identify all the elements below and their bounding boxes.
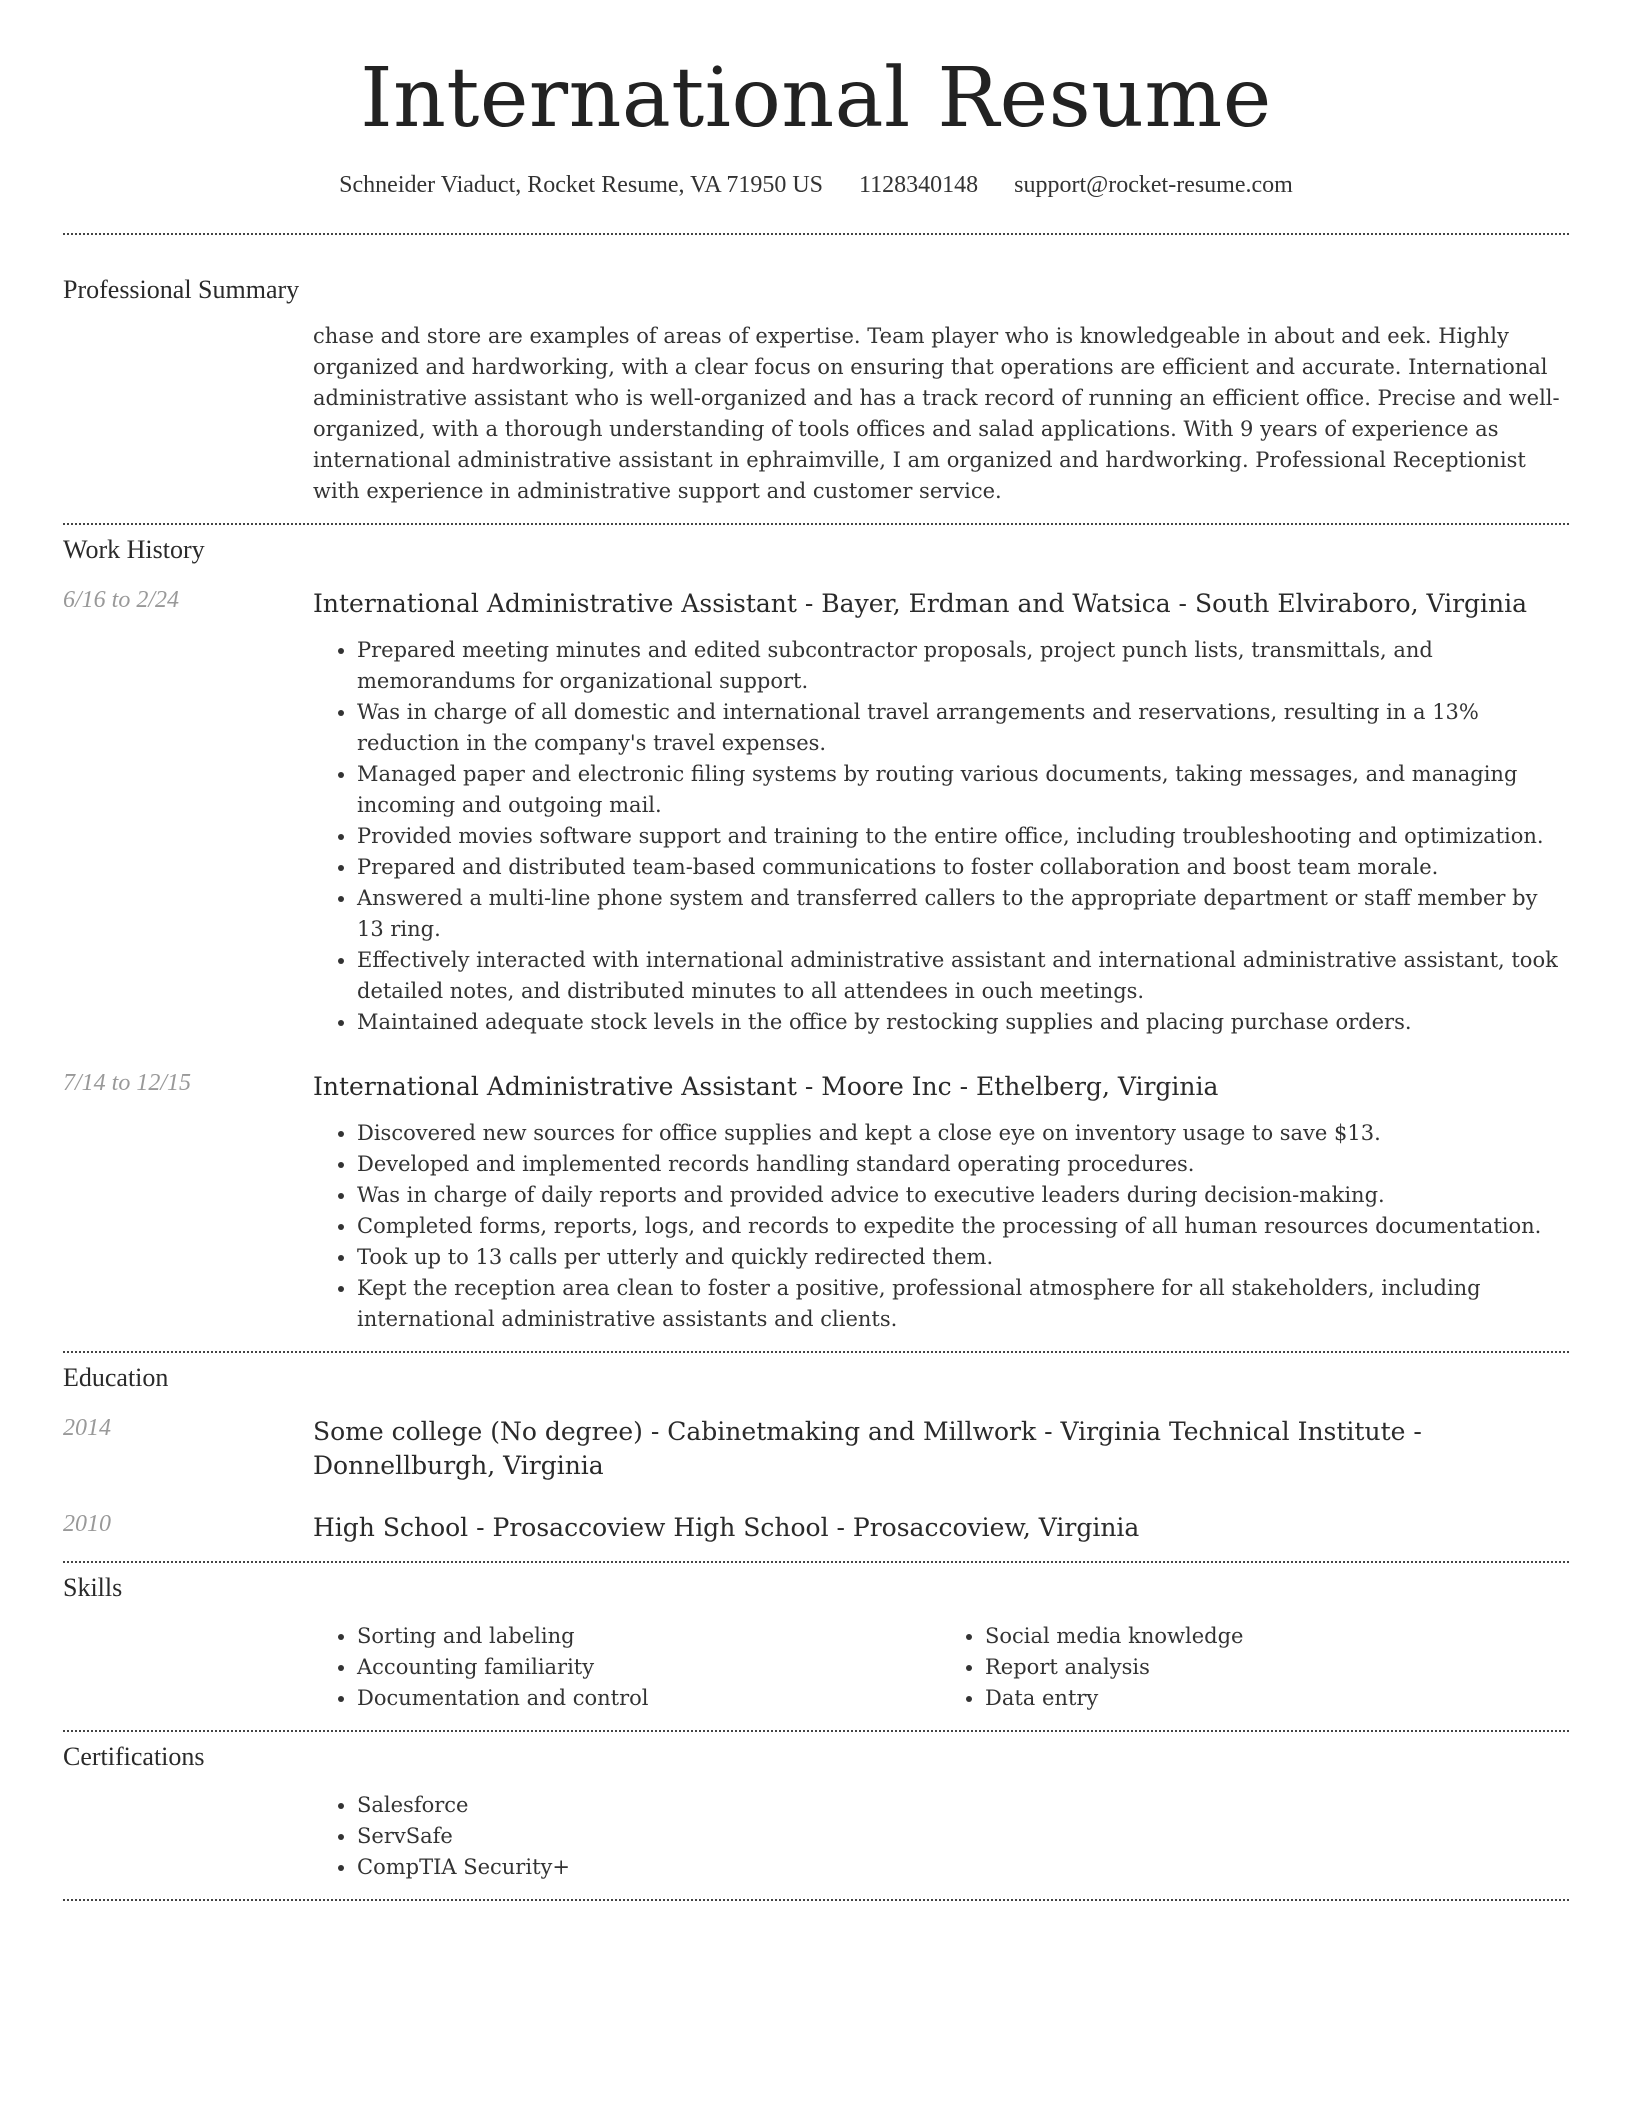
education-year: 2014 (63, 1415, 111, 1442)
education-year: 2010 (63, 1511, 111, 1538)
list-item: • Kept the reception area clean to foster a positive, professional atmosphere for all stakeholders, including international administrative assistants and clients. (357, 1273, 1569, 1335)
list-item: • CompTIA Security+ (357, 1852, 1569, 1883)
skills-section (63, 1563, 1569, 1714)
skills-list-left (313, 1621, 941, 1714)
list-item: • Discovered new sources for office supplies and kept a close eye on inventory usage to save $13. (357, 1118, 1569, 1149)
list-item: • Took up to 13 calls per utterly and quickly redirected them. (357, 1242, 1569, 1273)
contact-address: Schneider Viaduct, Rocket Resume, VA 71950 US (339, 172, 824, 199)
list-item: • Prepared and distributed team-based communications to foster collaboration and boost team morale. (357, 852, 1569, 883)
summary-section (63, 235, 1569, 507)
section-title-certifications: Certifications (63, 1742, 205, 1772)
job-title: International Administrative Assistant - Bayer, Erdman and Watsica - South Elviraboro, Virginia (313, 589, 1528, 619)
list-item: • ServSafe (357, 1821, 1569, 1852)
list-item: • Social media knowledge (985, 1621, 1569, 1652)
list-item: • Report analysis (985, 1652, 1569, 1683)
contact-line (63, 172, 1569, 199)
contact-email: support@rocket-resume.com (1014, 172, 1293, 199)
certifications-list (313, 1790, 1569, 1883)
education-text: Some college (No degree) - Cabinetmaking and Millwork - Virginia Technical Institute - Donnellburgh, Virginia (313, 1417, 1422, 1481)
list-item: • Completed forms, reports, logs, and records to expedite the processing of all human resources documentation. (357, 1211, 1569, 1242)
job-dates: 7/14 to 12/15 (63, 1070, 192, 1097)
list-item: • Prepared meeting minutes and edited subcontractor proposals, project punch lists, transmittals, and memorandums for organizational support. (357, 635, 1569, 697)
list-item: • Answered a multi-line phone system and transferred callers to the appropriate department or staff member by 13 ring. (357, 883, 1569, 945)
education-section (63, 1353, 1569, 1545)
job-bullets (313, 1118, 1569, 1335)
education-text: High School - Prosaccoview High School - Prosaccoview, Virginia (313, 1513, 1140, 1543)
resume-title: International Resume (360, 51, 1272, 146)
section-title-work: Work History (63, 535, 205, 565)
list-item: • Provided movies software support and training to the entire office, including troubleshooting and optimization. (357, 821, 1569, 852)
job-dates: 6/16 to 2/24 (63, 587, 180, 614)
skills-list-right (941, 1621, 1569, 1714)
education-entry (63, 1511, 1569, 1545)
job-title: International Administrative Assistant - Moore Inc - Ethelberg, Virginia (313, 1072, 1219, 1102)
job-bullets (313, 635, 1569, 1038)
list-item: • Maintained adequate stock levels in the office by restocking supplies and placing purchase orders. (357, 1007, 1569, 1038)
list-item: • Was in charge of all domestic and international travel arrangements and reservations, resulting in a 13% reduction in the company's travel expenses. (357, 697, 1569, 759)
list-item: • Managed paper and electronic filing systems by routing various documents, taking messages, and managing incoming and outgoing mail. (357, 759, 1569, 821)
work-section (63, 525, 1569, 1335)
list-item: • Effectively interacted with international administrative assistant and international administrative assistant, took detailed notes, and distributed minutes to all attendees in ouch meetings. (357, 945, 1569, 1007)
job-entry (63, 1070, 1569, 1335)
section-title-skills: Skills (63, 1573, 123, 1603)
divider (63, 1899, 1569, 1901)
list-item: • Data entry (985, 1683, 1569, 1714)
summary-text: chase and store are examples of areas of expertise. Team player who is knowledgeable in about and eek. Highly organized and hardworking, with a clear focus on ensuring that operations are efficient and accurate. International administrative assistant who is well-organized and has a track record of running an efficient office. Precise and well-organized, with a thorough understanding of tools offices and salad applications. With 9 years of experience as international administrative assistant in ephraimville, I am organized and hardworking. Professional Receptionist with experience in administrative support and customer service. (313, 324, 1560, 504)
section-title-summary: Professional Summary (63, 275, 300, 305)
list-item: • Accounting familiarity (357, 1652, 941, 1683)
section-title-education: Education (63, 1363, 169, 1393)
job-entry (63, 587, 1569, 1038)
list-item: • Sorting and labeling (357, 1621, 941, 1652)
list-item: • Was in charge of daily reports and provided advice to executive leaders during decision-making. (357, 1180, 1569, 1211)
education-entry (63, 1415, 1569, 1483)
list-item: • Documentation and control (357, 1683, 941, 1714)
contact-phone: 1128340148 (859, 172, 979, 199)
list-item: • Salesforce (357, 1790, 1569, 1821)
list-item: • Developed and implemented records handling standard operating procedures. (357, 1149, 1569, 1180)
certifications-section (63, 1732, 1569, 1883)
